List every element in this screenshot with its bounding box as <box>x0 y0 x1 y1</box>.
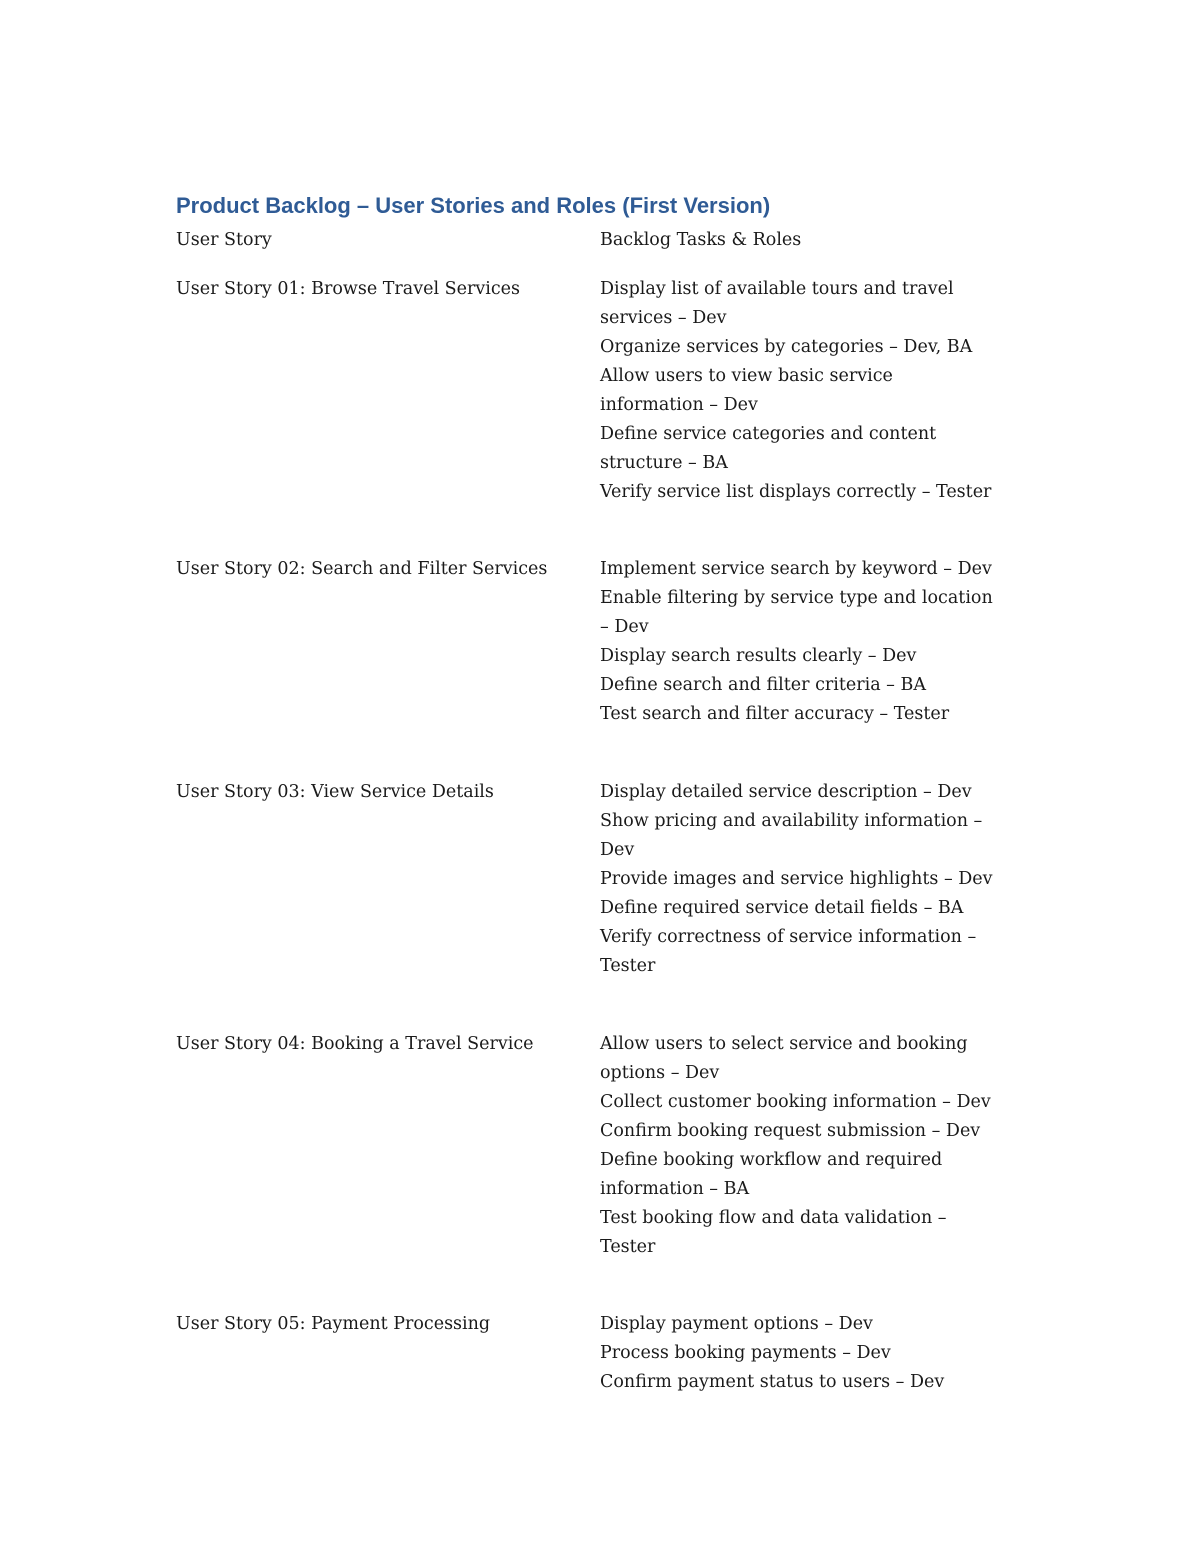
column-header-backlog-tasks: Backlog Tasks & Roles <box>600 230 802 250</box>
task-list <box>600 1310 1000 1397</box>
story-title: User Story 03: View Service Details <box>176 782 494 802</box>
column-header-user-story: User Story <box>176 230 272 250</box>
task-item: Define search and filter criteria – BA <box>600 675 926 695</box>
task-item: Test search and filter accuracy – Tester <box>600 704 950 724</box>
task-item: Test booking flow and data validation – Tester <box>600 1208 947 1257</box>
task-item: Organize services by categories – Dev, BA <box>600 337 973 357</box>
task-item: Define booking workflow and required information – BA <box>600 1150 943 1199</box>
task-item: Display search results clearly – Dev <box>600 646 917 666</box>
task-item: Show pricing and availability information – Dev <box>600 811 983 860</box>
task-list <box>600 275 1000 507</box>
task-item: Collect customer booking information – Dev <box>600 1092 991 1112</box>
story-title: User Story 04: Booking a Travel Service <box>176 1034 534 1054</box>
task-item: Enable filtering by service type and location – Dev <box>600 588 993 637</box>
task-item: Allow users to select service and booking options – Dev <box>600 1034 968 1083</box>
document-title: Product Backlog – User Stories and Roles (First Version) <box>176 193 771 218</box>
task-item: Process booking payments – Dev <box>600 1343 891 1363</box>
task-item: Confirm payment status to users – Dev <box>600 1372 945 1392</box>
task-list <box>600 778 1000 981</box>
story-title: User Story 02: Search and Filter Services <box>176 559 548 579</box>
task-item: Display detailed service description – Dev <box>600 782 972 802</box>
task-item: Define required service detail fields – BA <box>600 898 964 918</box>
task-item: Display payment options – Dev <box>600 1314 873 1334</box>
task-item: Confirm booking request submission – Dev <box>600 1121 981 1141</box>
story-title: User Story 01: Browse Travel Services <box>176 279 520 299</box>
task-item: Verify service list displays correctly – Tester <box>600 482 992 502</box>
task-item: Verify correctness of service information – Tester <box>600 927 977 976</box>
task-list <box>600 1030 1000 1262</box>
task-list <box>600 555 1000 729</box>
task-item: Implement service search by keyword – Dev <box>600 559 992 579</box>
task-item: Display list of available tours and travel services – Dev <box>600 279 954 328</box>
story-title: User Story 05: Payment Processing <box>176 1314 491 1334</box>
task-item: Allow users to view basic service information – Dev <box>600 366 893 415</box>
task-item: Define service categories and content structure – BA <box>600 424 937 473</box>
task-item: Provide images and service highlights – Dev <box>600 869 993 889</box>
